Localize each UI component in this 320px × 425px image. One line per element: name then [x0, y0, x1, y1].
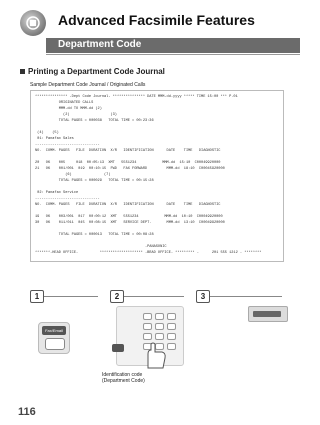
journal-line: *******-HEAD OFFICE- ******************** -BRAD OFFICE- ********* - 201 555 1212 - ********	[35, 251, 262, 255]
journal-line: ------------------------------	[35, 143, 100, 147]
journal-line: -PANASONIC	[35, 245, 167, 249]
step-2-badge: 2	[110, 290, 124, 303]
key-button-icon	[45, 338, 65, 350]
start-button-icon	[112, 344, 124, 352]
function-key-icon	[253, 311, 281, 317]
page-number: 116	[18, 406, 36, 418]
keypad-key[interactable]	[155, 333, 164, 340]
journal-line: TOTAL PAGES = 000013 TOTAL TIME = 00:08:28	[35, 233, 154, 237]
step-3-badge: 3	[196, 290, 210, 303]
journal-line: 19 OK 003/001 017 00:00:12 XMT 5551234 MMM-dd 10:10 C00049920000	[35, 215, 223, 219]
subtitle-band	[46, 38, 300, 53]
journal-line: ------------------------------	[35, 197, 100, 201]
pointing-hand-icon	[140, 340, 170, 370]
journal-line: *************** -Dept Code Journal- *************** DATE MMM-dd-yyyy ***** TIME 15:00 *** P.01	[35, 95, 238, 99]
journal-line: NO. COMM. PAGES FILE DURATION X/R IDENTIFICATION DATE TIME DIAGNOSTIC	[35, 203, 221, 207]
caption-line-2: (Department Code)	[102, 378, 145, 384]
journal-line: (2) (3)	[35, 113, 117, 117]
journal-line: ORIGINATED CALLS	[35, 101, 94, 105]
keypad-key[interactable]	[143, 313, 152, 320]
journal-line: TOTAL PAGES = 000029 TOTAL TIME = 00:15:28	[35, 179, 154, 183]
fax-email-key[interactable]: Fax/Email	[42, 326, 66, 335]
sample-label: Sample Department Code Journal / Originated Calls	[30, 82, 146, 88]
journal-line: 20 OK 005 018 00:05:13 XMT 5551234 MMM-dd 15:10 C00049920000	[35, 161, 221, 165]
step-3-rule	[210, 296, 282, 297]
function-panel	[248, 306, 288, 322]
keypad-key[interactable]	[143, 323, 152, 330]
journal-line: NO. COMM. PAGES FILE DURATION X/R IDENTIFICATION DATE TIME DIAGNOSTIC	[35, 149, 221, 153]
journal-line: TOTAL PAGES = 000038 TOTAL TIME = 00:23:36	[35, 119, 154, 123]
keypad-key[interactable]	[167, 313, 176, 320]
keypad-key[interactable]	[167, 333, 176, 340]
square-bullet-icon	[20, 69, 25, 74]
identification-caption	[102, 372, 145, 384]
section-heading	[20, 67, 165, 76]
section-title-text: Printing a Department Code Journal	[28, 67, 165, 76]
journal-line: (6) (7)	[35, 173, 111, 177]
journal-line: (4) (5)	[35, 131, 59, 135]
caption-line-1: Identification code	[102, 372, 143, 378]
step-1-badge: 1	[30, 290, 44, 303]
journal-printout	[30, 90, 284, 262]
step-2-rule	[124, 296, 184, 297]
journal-line: 30 OK 011/011 045 00:08:15 XMT SERVICE DEPT. MMM-dd 13:10 C00049920000	[35, 221, 225, 225]
keypad-key[interactable]	[155, 323, 164, 330]
header-divider	[46, 54, 300, 55]
journal-line: 02: Panafax Service	[35, 191, 79, 195]
journal-line: 01: Panafax Sales	[35, 137, 74, 141]
journal-line: MMM-dd TO MMM-dd (2)	[35, 107, 102, 111]
step-1-rule	[44, 296, 98, 297]
fax-email-key-panel	[38, 322, 70, 354]
fax-features-icon	[20, 10, 46, 36]
page-title: Advanced Facsimile Features	[58, 12, 255, 28]
journal-line: 21 OK 001/001 019 00:10:15 FWD FAX FORWARD MMM-dd 18:10 C00045920000	[35, 167, 225, 171]
keypad-key[interactable]	[143, 333, 152, 340]
keypad-key[interactable]	[155, 313, 164, 320]
keypad-key[interactable]	[167, 323, 176, 330]
page-subtitle: Department Code	[58, 39, 142, 50]
